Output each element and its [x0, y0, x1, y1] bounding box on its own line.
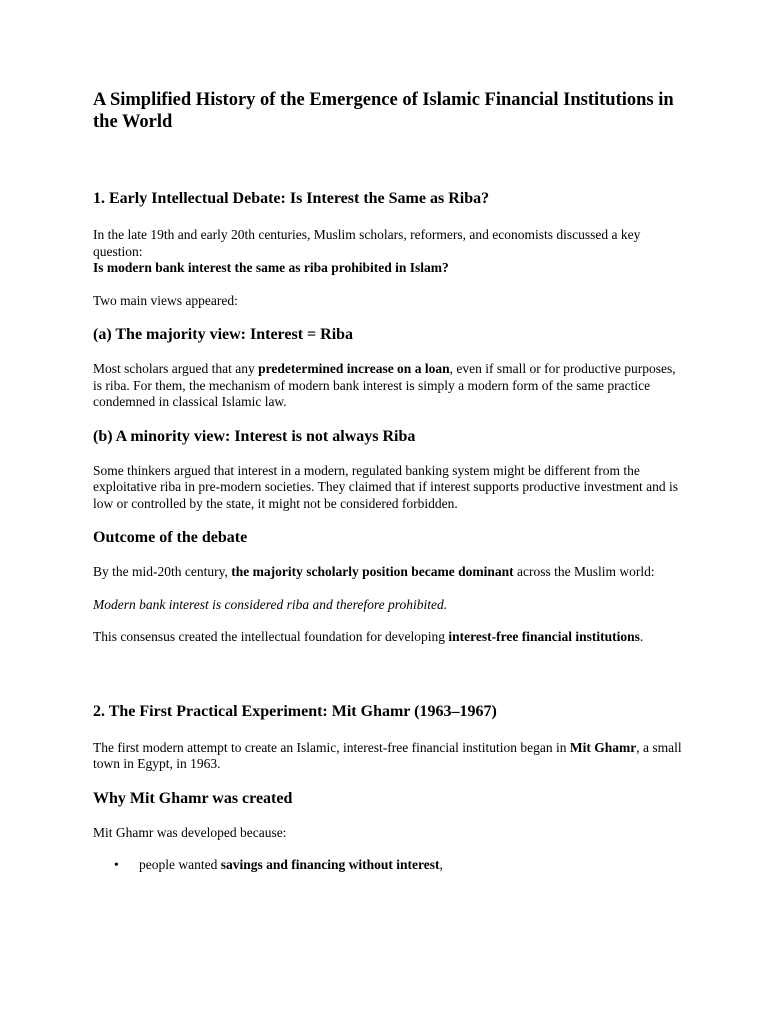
bullet-text-before: people wanted [139, 857, 221, 872]
section-1-intro-paragraph [93, 227, 688, 277]
section-2-intro-after: , a small town in Egypt, in 1963. [93, 739, 682, 771]
consensus-paragraph [93, 629, 688, 646]
list-item [114, 857, 688, 874]
majority-text-after: , even if small or for productive purposes, is riba. For them, the mechanism of modern bank interest is simply a modern form of the same practice condemned in classical Islamic law. [93, 361, 676, 409]
majority-view-heading: (a) The majority view: Interest = Riba [93, 326, 354, 343]
bullet-text-bold: savings and financing without interest [220, 857, 440, 872]
outcome-italic-paragraph [93, 597, 688, 614]
minority-view-heading: (b) A minority view: Interest is not always Riba [93, 427, 416, 445]
why-mit-ghamr-heading: Why Mit Ghamr was created [93, 789, 293, 807]
consensus-text-bold: interest-free financial institutions [448, 629, 640, 644]
bullet-icon: • [114, 857, 119, 872]
section-2-intro-bold: Mit Ghamr [569, 739, 637, 755]
section-1-intro: In the late 19th and early 20th centuries, Muslim scholars, reformers, and economists discussed a key question: [93, 227, 641, 259]
reasons-list [93, 857, 688, 874]
majority-text-bold: predetermined increase on a loan [258, 361, 450, 376]
document-title: A Simplified History of the Emergence of Islamic Financial Institutions in the World [93, 90, 674, 132]
outcome-italic-text: Modern bank interest is considered riba and therefore prohibited. [93, 596, 448, 612]
why-mit-ghamr-text: Mit Ghamr was developed because: [93, 824, 287, 840]
outcome-paragraph [93, 564, 688, 581]
outcome-text-after: across the Muslim world: [513, 564, 655, 579]
consensus-text-after: . [639, 629, 644, 644]
section-spacer [93, 662, 688, 702]
minority-view-paragraph: Some thinkers argued that interest in a modern, regulated banking system might be different from the exploitative riba in pre-modern societies. They claimed that if interest supports productive investment and is low or controlled by the state, it might not be considered forbidden. [93, 462, 678, 511]
section-2-intro-before: The first modern attempt to create an Islamic, interest-free financial institution began in [93, 739, 570, 755]
bullet-text-after: , [439, 857, 443, 872]
section-2-intro-paragraph [93, 740, 688, 773]
consensus-text-before: This consensus created the intellectual foundation for developing [93, 629, 449, 644]
outcome-heading: Outcome of the debate [93, 529, 248, 546]
outcome-text-before: By the mid-20th century, [93, 564, 232, 579]
outcome-text-bold: the majority scholarly position became dominant [231, 564, 514, 579]
majority-view-paragraph [93, 361, 688, 411]
section-1-question: Is modern bank interest the same as riba prohibited in Islam? [93, 260, 449, 275]
majority-text-before: Most scholars argued that any [93, 361, 259, 376]
two-views-text: Two main views appeared: [93, 292, 238, 308]
section-1-heading: 1. Early Intellectual Debate: Is Interest the Same as Riba? [93, 190, 490, 207]
section-2-heading: 2. The First Practical Experiment: Mit Ghamr (1963–1967) [93, 702, 497, 720]
